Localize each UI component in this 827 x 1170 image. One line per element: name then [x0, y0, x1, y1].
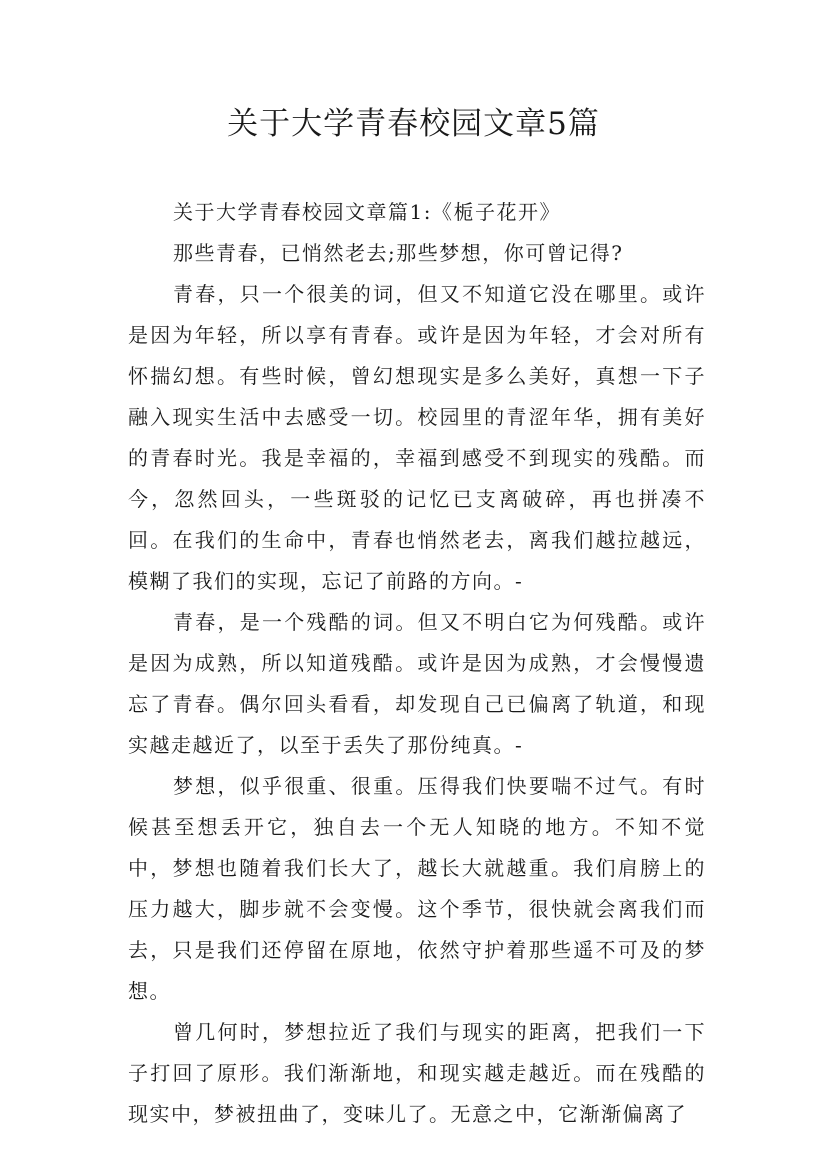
paragraph: 那些青春，已悄然老去;那些梦想，你可曾记得?: [173, 241, 624, 265]
paragraph: 青春，只一个很美的词，但又不知道它没在哪里。或许是因为年轻，所以享有青春。或许是因为年轻，才会对所有怀揣幻想。有些时候，曾幻想现实是多么美好，真想一下子融入现实生活中去感受一切。校园里的青涩年华，拥有美好的青春时光。我是幸福的，幸福到感受不到现实的残酷。而今，忽然回头，一些斑驳的记忆已支离破碎，再也拼凑不回。在我们的生命中，青春也悄然老去，离我们越拉越远，模糊了我们的实现，忘记了前路的方向。-: [128, 282, 706, 593]
document-title: 关于大学青春校园文章5篇: [227, 106, 600, 142]
paragraph: 青春，是一个残酷的词。但又不明白它为何残酷。或许是因为成熟，所以知道残酷。或许是因为成熟，才会慢慢遗忘了青春。偶尔回头看看，却发现自己已偏离了轨道，和现实越走越近了，以至于丢失了那份纯真。-: [128, 610, 706, 757]
paragraph: 曾几何时，梦想拉近了我们与现实的距离，把我们一下子打回了原形。我们渐渐地，和现实越走越近。而在残酷的现实中，梦被扭曲了，变味儿了。无意之中，它渐渐偏离了: [128, 1020, 706, 1126]
section-heading: 关于大学青春校园文章篇1:《栀子花开》: [173, 200, 561, 224]
document-body: [128, 192, 706, 1135]
paragraph: 梦想，似乎很重、很重。压得我们快要喘不过气。有时候甚至想丢开它，独自去一个无人知晓的地方。不知不觉中，梦想也随着我们长大了，越长大就越重。我们肩膀上的压力越大，脚步就不会变慢。这个季节，很快就会离我们而去，只是我们还停留在原地，依然守护着那些遥不可及的梦想。: [128, 774, 706, 1003]
